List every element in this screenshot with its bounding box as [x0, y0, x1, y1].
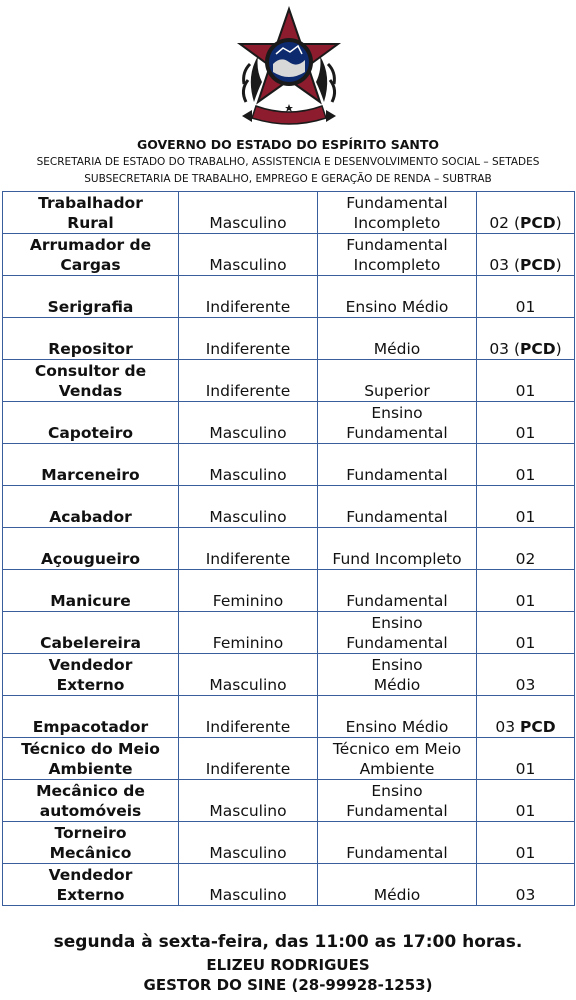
- escolaridade-cell: Fundamental: [318, 822, 477, 864]
- sexo-cell: Masculino: [179, 822, 318, 864]
- subsecretaria-subtitle: SUBSECRETARIA DE TRABALHO, EMPREGO E GERAÇÃO DE RENDA – SUBTRAB: [84, 173, 492, 185]
- table-row: [3, 570, 575, 612]
- cargo-cell: Empacotador: [3, 696, 179, 738]
- schedule-text: segunda à sexta-feira, das 11:00 as 17:00 horas.: [53, 932, 523, 952]
- quantidade-cell: 01: [477, 738, 575, 780]
- quantidade-cell: 02: [477, 528, 575, 570]
- sexo-cell: Feminino: [179, 570, 318, 612]
- cargo-cell: Cabelereira: [3, 612, 179, 654]
- quantidade-cell: 01: [477, 276, 575, 318]
- sexo-cell: Feminino: [179, 612, 318, 654]
- table-row: [3, 738, 575, 780]
- cargo-cell: Consultor de Vendas: [3, 360, 179, 402]
- sexo-cell: Indiferente: [179, 318, 318, 360]
- quantidade-cell: 01: [477, 822, 575, 864]
- sexo-cell: Masculino: [179, 486, 318, 528]
- cargo-cell: Vendedor Externo: [3, 654, 179, 696]
- sexo-cell: Indiferente: [179, 528, 318, 570]
- job-table: [2, 191, 575, 906]
- cargo-cell: Vendedor Externo: [3, 864, 179, 906]
- quantidade-cell: 02 (PCD): [477, 192, 575, 234]
- cargo-cell: Técnico do Meio Ambiente: [3, 738, 179, 780]
- pcd-label: PCD: [520, 718, 556, 736]
- escolaridade-cell: Ensino Médio: [318, 696, 477, 738]
- cargo-cell: Manicure: [3, 570, 179, 612]
- cargo-cell: Acabador: [3, 486, 179, 528]
- quantidade-cell: 03 PCD: [477, 696, 575, 738]
- table-row: [3, 318, 575, 360]
- table-row: [3, 402, 575, 444]
- escolaridade-cell: Médio: [318, 318, 477, 360]
- pcd-label: PCD: [520, 256, 556, 274]
- quantidade-cell: 03 (PCD): [477, 234, 575, 276]
- escolaridade-cell: Ensino Médio: [318, 276, 477, 318]
- escolaridade-cell: Superior: [318, 360, 477, 402]
- pcd-label: PCD: [520, 214, 556, 232]
- escolaridade-cell: Fundamental: [318, 570, 477, 612]
- quantidade-cell: 01: [477, 486, 575, 528]
- quantidade-cell: 01: [477, 402, 575, 444]
- escolaridade-cell: Ensino Fundamental: [318, 612, 477, 654]
- coat-of-arms-icon: [228, 6, 350, 132]
- quantidade-cell: 03 (PCD): [477, 318, 575, 360]
- cargo-cell: Torneiro Mecânico: [3, 822, 179, 864]
- sexo-cell: Masculino: [179, 192, 318, 234]
- sexo-cell: Masculino: [179, 654, 318, 696]
- escolaridade-cell: Fund Incompleto: [318, 528, 477, 570]
- table-row: [3, 654, 575, 696]
- sexo-cell: Masculino: [179, 444, 318, 486]
- escolaridade-cell: Fundamental Incompleto: [318, 192, 477, 234]
- cargo-cell: Serigrafia: [3, 276, 179, 318]
- pcd-label: PCD: [520, 340, 556, 358]
- sexo-cell: Masculino: [179, 402, 318, 444]
- escolaridade-cell: Técnico em Meio Ambiente: [318, 738, 477, 780]
- quantidade-cell: 01: [477, 444, 575, 486]
- table-row: [3, 822, 575, 864]
- table-row: [3, 192, 575, 234]
- sexo-cell: Indiferente: [179, 738, 318, 780]
- cargo-cell: Trabalhador Rural: [3, 192, 179, 234]
- quantidade-cell: 03: [477, 864, 575, 906]
- table-row: [3, 780, 575, 822]
- escolaridade-cell: Fundamental: [318, 444, 477, 486]
- contact-name: ELIZEU RODRIGUES: [206, 956, 370, 974]
- cargo-cell: Marceneiro: [3, 444, 179, 486]
- quantidade-cell: 01: [477, 570, 575, 612]
- quantidade-cell: 01: [477, 360, 575, 402]
- escolaridade-cell: Fundamental: [318, 486, 477, 528]
- cargo-cell: Açougueiro: [3, 528, 179, 570]
- page-title: GOVERNO DO ESTADO DO ESPÍRITO SANTO: [136, 137, 440, 152]
- secretaria-subtitle: SECRETARIA DE ESTADO DO TRABALHO, ASSISTENCIA E DESENVOLVIMENTO SOCIAL – SETADES: [36, 156, 540, 168]
- cargo-cell: Capoteiro: [3, 402, 179, 444]
- escolaridade-cell: Ensino Fundamental: [318, 402, 477, 444]
- table-row: [3, 486, 575, 528]
- escolaridade-cell: Ensino Médio: [318, 654, 477, 696]
- table-row: [3, 864, 575, 906]
- cargo-cell: Arrumador de Cargas: [3, 234, 179, 276]
- cargo-cell: Repositor: [3, 318, 179, 360]
- escolaridade-cell: Fundamental Incompleto: [318, 234, 477, 276]
- quantidade-cell: 01: [477, 780, 575, 822]
- sexo-cell: Masculino: [179, 234, 318, 276]
- quantidade-cell: 01: [477, 612, 575, 654]
- table-row: [3, 696, 575, 738]
- contact-role: GESTOR DO SINE (28-99928-1253): [143, 976, 433, 994]
- table-row: [3, 276, 575, 318]
- cargo-cell: Mecânico de automóveis: [3, 780, 179, 822]
- table-row: [3, 234, 575, 276]
- sexo-cell: Indiferente: [179, 360, 318, 402]
- table-row: [3, 360, 575, 402]
- table-row: [3, 528, 575, 570]
- table-row: [3, 444, 575, 486]
- sexo-cell: Indiferente: [179, 276, 318, 318]
- quantidade-cell: 03: [477, 654, 575, 696]
- table-row: [3, 612, 575, 654]
- sexo-cell: Masculino: [179, 780, 318, 822]
- sexo-cell: Indiferente: [179, 696, 318, 738]
- sexo-cell: Masculino: [179, 864, 318, 906]
- escolaridade-cell: Médio: [318, 864, 477, 906]
- escolaridade-cell: Ensino Fundamental: [318, 780, 477, 822]
